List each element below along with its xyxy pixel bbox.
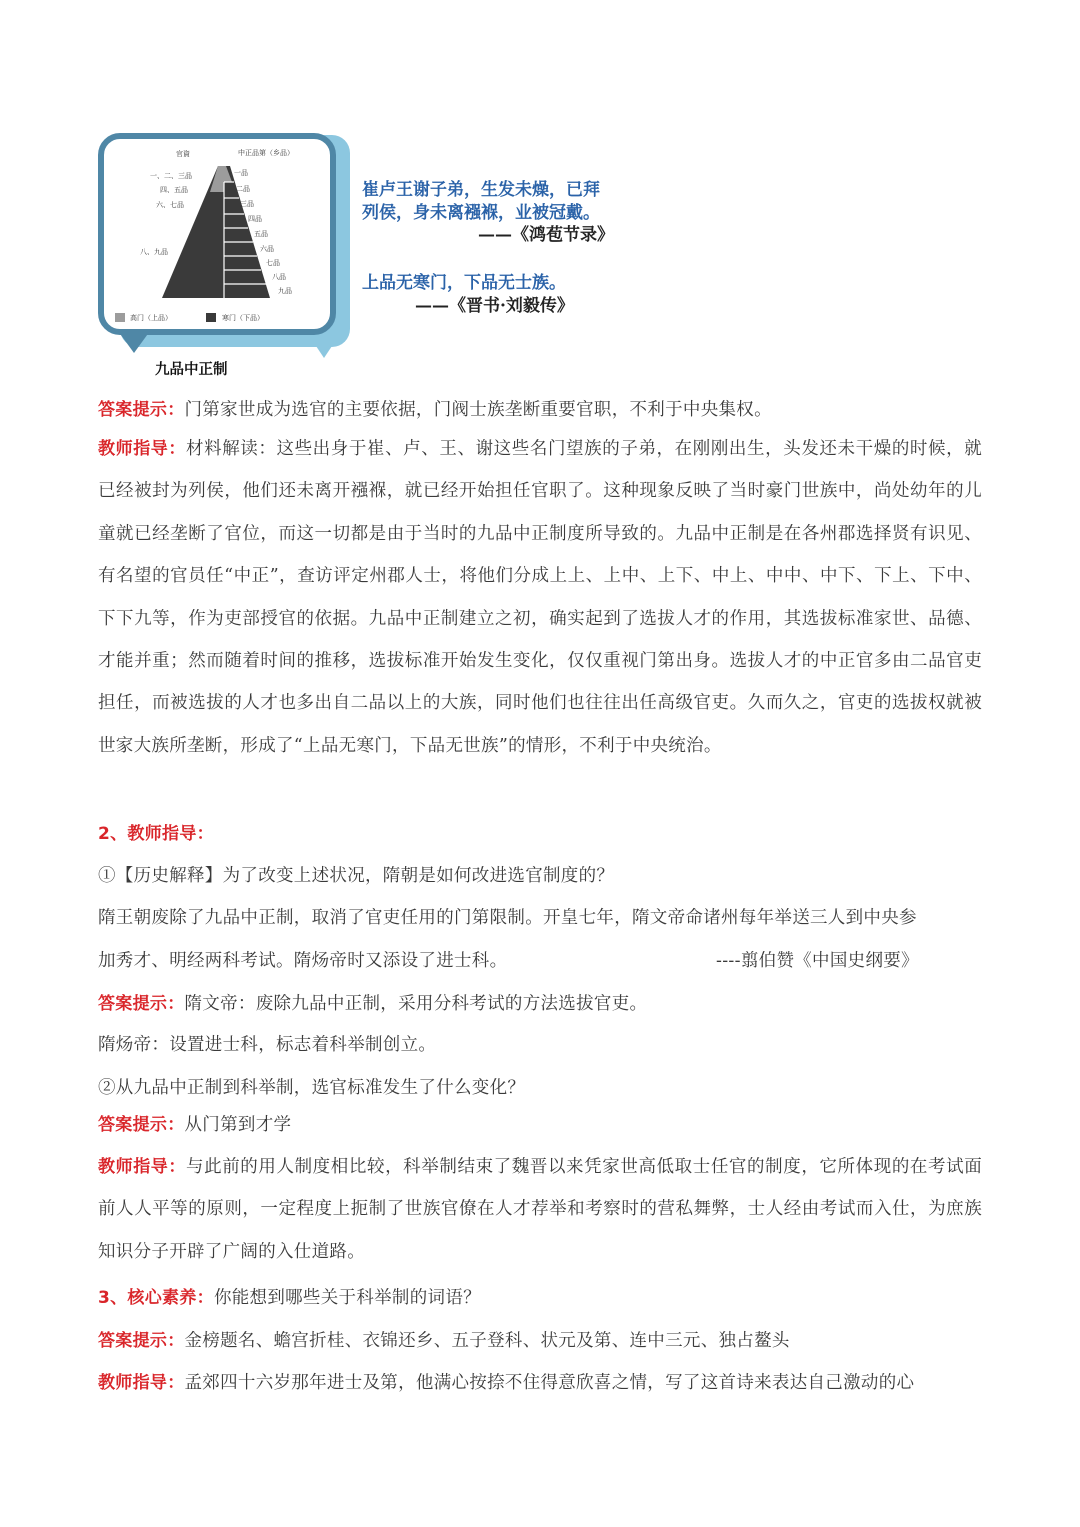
answer-hint-2-continued: 隋炀帝：设置进士科，标志着科举制创立。 — [98, 1035, 437, 1055]
answer-hint-2 — [98, 989, 647, 1015]
answer-hint-1 — [98, 395, 772, 421]
answer-hint-label: 答案提示： — [98, 1331, 185, 1351]
section-3-heading — [98, 1283, 481, 1309]
legend-light-label: 高门（上品） — [130, 314, 172, 322]
teacher-guide-text: 材料解读：这些出身于崔、卢、王、谢这些名门望族的子弟，在刚刚出生，头发还未干燥的时候，就已经被封为列侯，他们还未离开襁褓，就已经开始担任官职了。这种现象反映了当时豪门世族中，尚处幼年的儿童就已经垄断了官位，而这一切都是由于当时的九品中正制度所导致的。九品中正制是在各州郡选择贤有识见、有名望的官员任“中正”，查访评定州郡人士，将他们分成上上、上中、上下、中上、中中、中下、下上、下中、下下九等，作为吏部授官的依据。九品中正制建立之初，确实起到了选拔人才的作用，其选拔标准家世、品德、才能并重；然而随着时间的推移，选拔标准开始发生变化，仅仅重视门第出身。选拔人才的中正官多由二品官吏担任，而被选拔的人才也多出自二品以上的大族，同时他们也往往出任高级官吏。久而久之，官吏的选拔权就被世家大族所垄断，形成了“上品无寒门，下品无世族”的情形，不利于中央统治。 — [98, 439, 983, 756]
answer-hint-text: 门第家世成为选官的主要依据，门阀士族垄断重要官职，不利于中央集权。 — [184, 400, 772, 420]
grade-label: 九品 — [278, 287, 292, 295]
teacher-guide-2 — [98, 1146, 982, 1273]
figure-header-left: 官資 — [176, 150, 190, 158]
material-line-1: 隋王朝废除了九品中正制，取消了官吏任用的门第限制。开皇七年，隋文帝命诸州每年举送三人到中央参 — [98, 908, 917, 928]
answer-hint-text: 从门第到才学 — [184, 1115, 292, 1135]
quote-1-line-1: 崔卢王谢子弟，生发未燥，已拜 — [362, 180, 600, 200]
figure-left-label: 八、九品 — [140, 248, 168, 256]
grade-label: 八品 — [272, 273, 286, 281]
bubble-tail-right — [312, 340, 336, 358]
grade-label: 五品 — [254, 230, 268, 238]
figure-caption: 九品中正制 — [155, 362, 228, 378]
grade-label: 四品 — [248, 215, 262, 223]
section-3-text: 你能想到哪些关于科举制的词语？ — [213, 1288, 481, 1308]
figure-left-label: 一、二、三品 — [150, 172, 192, 180]
quote-2-source: ——《晋书·刘毅传》 — [415, 296, 574, 316]
figure-left-label: 六、七品 — [156, 201, 184, 209]
quote-1-line-2: 列侯，身未离襁褓，业被冠戴。 — [362, 203, 600, 223]
teacher-guide-3 — [98, 1368, 914, 1394]
bubble-tail-left — [118, 331, 150, 353]
teacher-guide-text: 与此前的用人制度相比较，科举制结束了魏晋以来凭家世高低取士任官的制度，它所体现的在考试面前人人平等的原则，一定程度上扼制了世族官僚在人才荐举和考察时的营私舞弊，士人经由考试而入仕，为庶族知识分子开辟了广阔的入仕道路。 — [98, 1157, 983, 1262]
legend-dark-swatch — [206, 313, 216, 322]
teacher-guide-text: 孟郊四十六岁那年进士及第，他满心按捺不住得意欣喜之情，写了这首诗来表达自己激动的心 — [184, 1373, 915, 1393]
legend-light-swatch — [115, 313, 125, 322]
teacher-guide-label: 教师指导： — [98, 439, 186, 459]
grade-label: 七品 — [266, 259, 280, 267]
answer-hint-text: 金榜题名、蟾宫折桂、衣锦还乡、五子登科、状元及第、连中三元、独占鳌头 — [184, 1331, 790, 1351]
teacher-guide-label: 教师指导： — [98, 1157, 186, 1177]
answer-hint-label: 答案提示： — [98, 1115, 185, 1135]
grade-label: 六品 — [260, 245, 274, 253]
material-line-2: 加秀才、明经两科考试。隋炀帝时又添设了进士科。 — [98, 951, 508, 971]
quote-1-source: ——《鸿苞节录》 — [478, 225, 614, 245]
figure-left-label: 四、五品 — [160, 186, 188, 194]
answer-hint-3 — [98, 1110, 291, 1136]
teacher-guide-label: 教师指导： — [98, 1373, 185, 1393]
pyramid-chart — [160, 162, 290, 302]
section-2-heading — [98, 819, 214, 844]
question-1: ①【历史解释】为了改变上述状况，隋朝是如何改进选官制度的？ — [98, 866, 615, 886]
answer-hint-label: 答案提示： — [98, 994, 185, 1014]
figure-header-right: 中正品第（乡品） — [238, 149, 294, 157]
section-heading-label: 2、教师指导： — [98, 824, 214, 844]
answer-hint-label: 答案提示： — [98, 400, 185, 420]
answer-hint-4 — [98, 1326, 790, 1352]
section-heading-label: 3、核心素养： — [98, 1288, 214, 1308]
grade-label: 二品 — [236, 185, 250, 193]
grade-label: 一品 — [234, 169, 248, 177]
teacher-guide-1 — [98, 428, 982, 767]
grade-label: 三品 — [240, 200, 254, 208]
quote-2-line-1: 上品无寒门，下品无士族。 — [362, 273, 566, 293]
legend-dark-label: 寒门（下品） — [222, 314, 264, 322]
answer-hint-text: 隋文帝：废除九品中正制，采用分科考试的方法选拔官吏。 — [184, 994, 648, 1014]
material-source: ----翦伯赞《中国史纲要》 — [716, 951, 919, 971]
question-2: ②从九品中正制到科举制，选官标准发生了什么变化？ — [98, 1078, 526, 1098]
